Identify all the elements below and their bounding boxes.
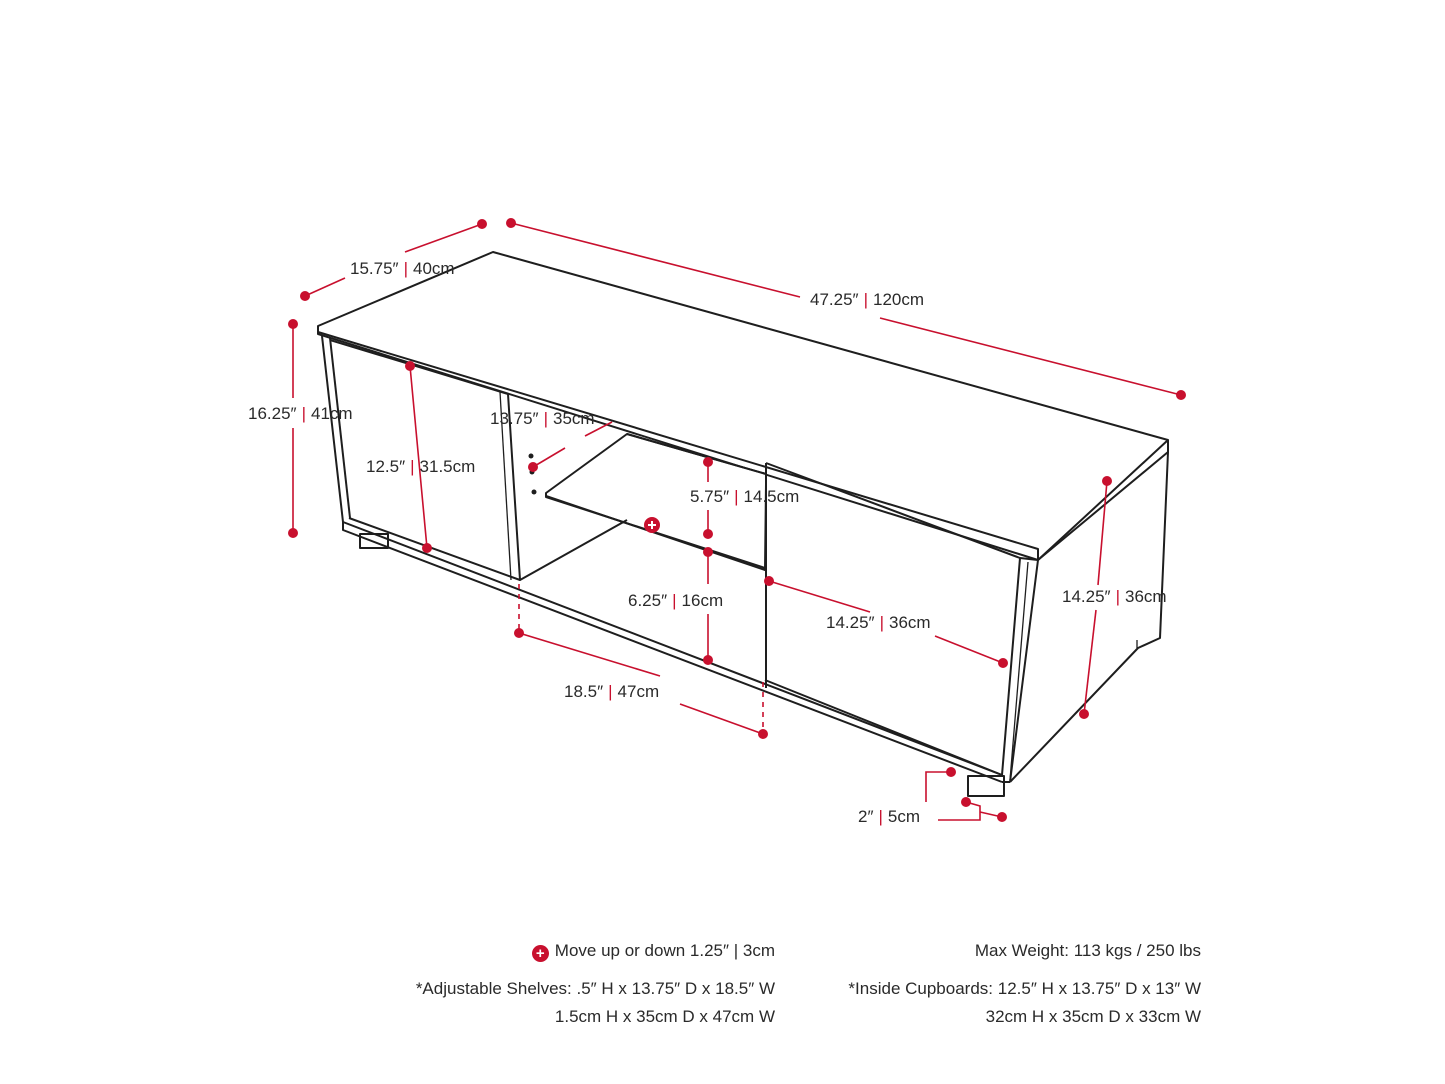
- label-side-height: 14.25″ | 36cm: [1062, 587, 1167, 606]
- label-shelf-width: 18.5″ | 47cm: [564, 682, 660, 701]
- label-width: 47.25″ | 120cm: [810, 290, 925, 309]
- label-lower-opening: 6.25″ | 16cm: [628, 591, 724, 610]
- cupboards-note-line1: *Inside Cupboards: 12.5″ H x 13.75″ D x 13″ W: [848, 979, 1201, 998]
- max-weight-note: Max Weight: 113 kgs / 250 lbs: [974, 941, 1201, 960]
- label-upper-opening: 5.75″ | 14.5cm: [690, 487, 800, 506]
- label-leg-height: 2″ | 5cm: [858, 807, 921, 826]
- label-cupboard-height: 12.5″ | 31.5cm: [366, 457, 476, 476]
- cupboards-note-line2: 32cm H x 35cm D x 33cm W: [985, 1007, 1201, 1026]
- label-door-width: 14.25″ | 36cm: [826, 613, 931, 632]
- shelves-note-line1: *Adjustable Shelves: .5″ H x 13.75″ D x 18.5″ W: [415, 979, 775, 998]
- adjust-note: + Move up or down 1.25″ | 3cm: [532, 942, 775, 962]
- label-inner-depth: 13.75″ | 35cm: [490, 409, 595, 428]
- label-depth: 15.75″ | 40cm: [350, 259, 455, 278]
- shelves-note-line2: 1.5cm H x 35cm D x 47cm W: [554, 1007, 775, 1026]
- label-height: 16.25″ | 41cm: [248, 404, 353, 423]
- plus-circle-icon: +: [532, 945, 549, 962]
